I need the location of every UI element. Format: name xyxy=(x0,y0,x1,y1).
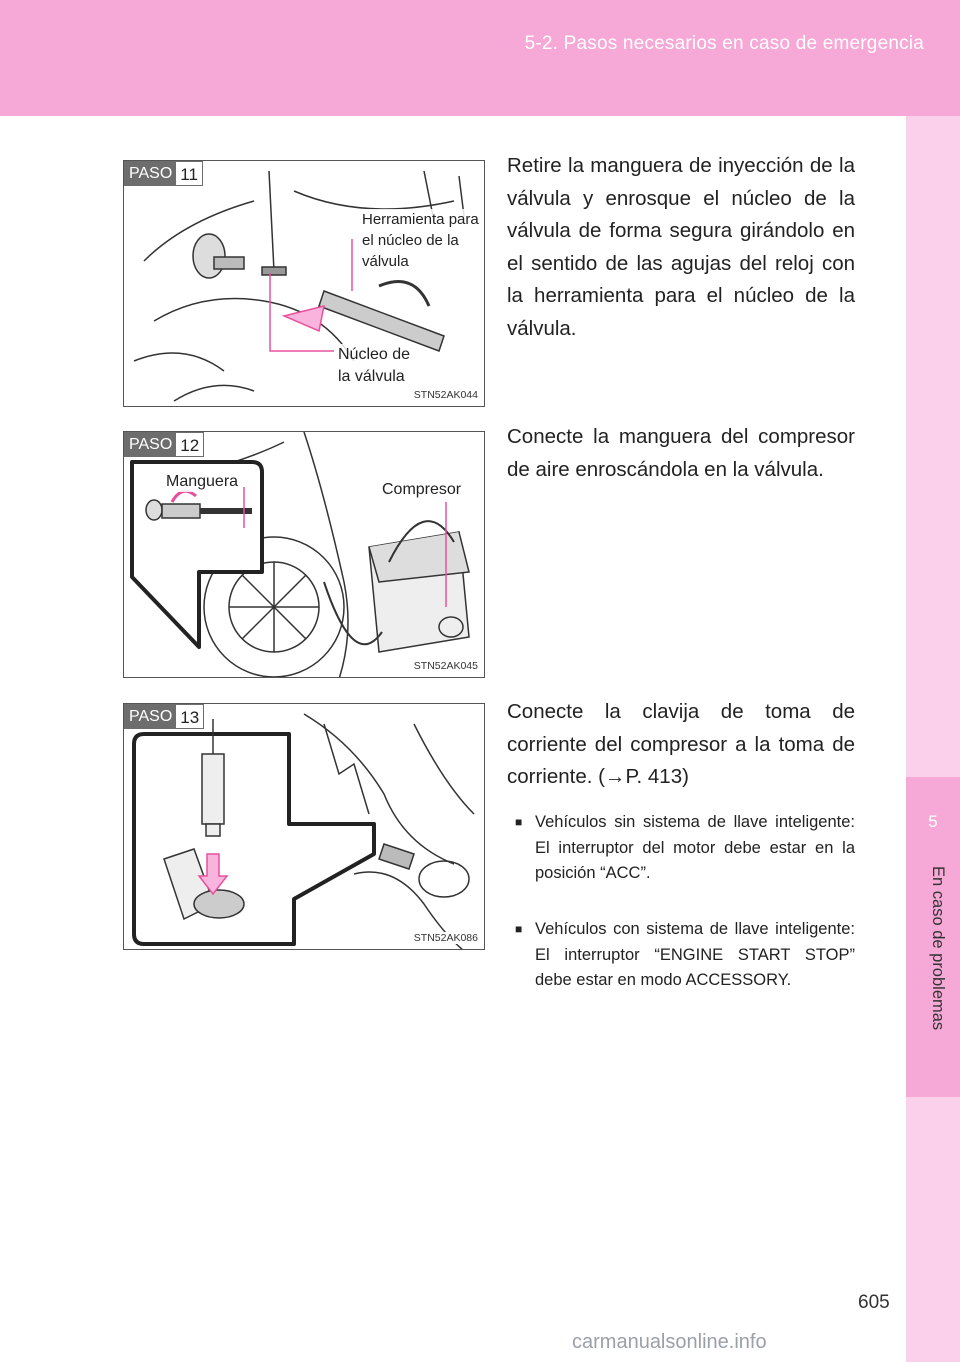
page-number: 605 xyxy=(858,1292,890,1313)
figure-step-11 xyxy=(123,160,485,407)
power-outlet-illustration xyxy=(124,704,485,950)
note-item xyxy=(515,810,855,887)
compressor-illustration xyxy=(124,432,485,678)
step-number: 13 xyxy=(176,704,204,729)
bullet-icon: ■ xyxy=(515,815,523,829)
step-12-text: Conecte la manguera del compresor de aire enroscándola en la válvula. xyxy=(507,425,855,481)
chapter-name: En caso de problemas xyxy=(929,866,947,1031)
figure-step-13 xyxy=(123,703,485,950)
valve-core-callout-line1: Núcleo de xyxy=(338,346,411,363)
figure-code: STN52AK044 xyxy=(413,389,478,401)
chapter-number: 5 xyxy=(928,812,938,831)
step-13-text: Conecte la clavija de toma de corriente del compresor a la toma de corriente. (→P. 413) xyxy=(507,700,855,788)
figure-code: STN52AK045 xyxy=(413,660,478,672)
figure-code: STN52AK086 xyxy=(413,932,478,944)
step-word: PASO xyxy=(124,161,176,186)
section-title: 5-2. Pasos necesarios en caso de emergencia xyxy=(524,33,924,54)
step-11-text: Retire la manguera de inyección de la válvula y enrosque el núcleo de la válvula de forma segura girándolo en el sentido de las agujas del reloj con la herramienta para el núcleo de la válvula. xyxy=(507,154,855,340)
step-word: PASO xyxy=(124,432,176,457)
side-thumb-strip xyxy=(906,116,960,1362)
compressor-callout: Compresor xyxy=(382,481,462,498)
step-label xyxy=(124,161,203,186)
hose-callout: Manguera xyxy=(166,473,239,490)
step-label xyxy=(124,704,204,729)
step-label xyxy=(124,432,204,457)
step-number: 12 xyxy=(176,432,204,457)
step-number: 11 xyxy=(176,161,203,186)
bullet-icon: ■ xyxy=(515,922,523,936)
watermark: carmanualsonline.info xyxy=(572,1331,767,1353)
chapter-header-bar xyxy=(0,0,960,116)
valve-core-callout-line2: la válvula xyxy=(338,368,405,385)
step-word: PASO xyxy=(124,704,176,729)
note-item xyxy=(515,917,855,994)
valve-core-illustration xyxy=(124,161,485,407)
note-text: Vehículos con sistema de llave inteligente: El interruptor “ENGINE START STOP” debe estar en modo ACCESSORY. xyxy=(535,920,855,989)
note-text: Vehículos sin sistema de llave inteligente: El interruptor del motor debe estar en la posición “ACC”. xyxy=(535,813,855,882)
figure-step-12 xyxy=(123,431,485,678)
tool-callout: Herramienta para el núcleo de la válvula xyxy=(362,209,482,272)
